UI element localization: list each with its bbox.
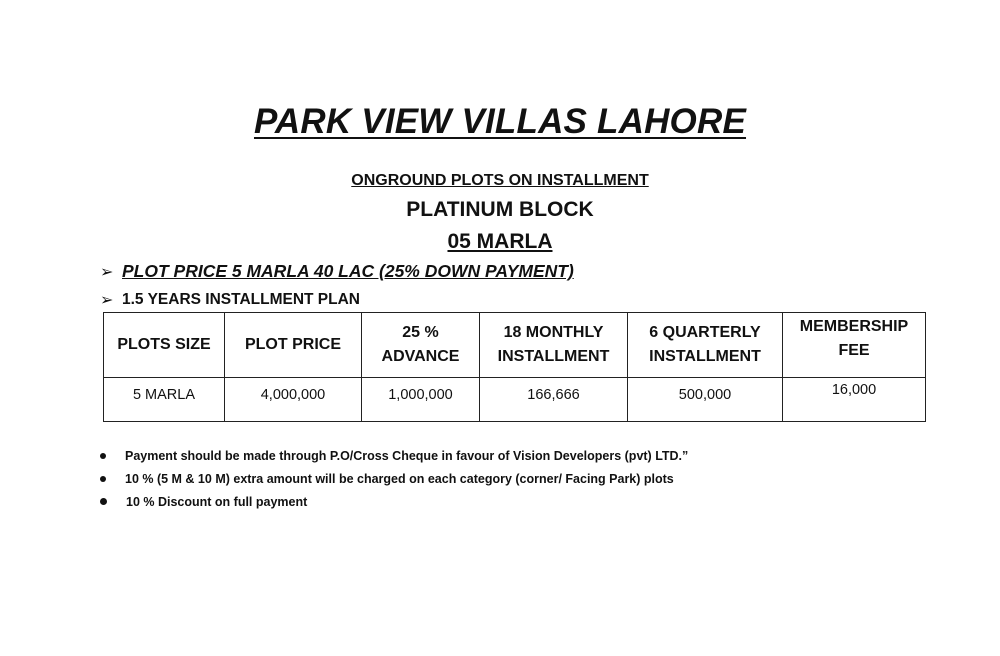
subtitle-plot-size: 05 MARLA	[447, 230, 553, 253]
bullet-dot-icon	[100, 476, 106, 482]
list-item	[97, 490, 688, 513]
plan-line	[100, 290, 360, 310]
price-line	[100, 261, 574, 282]
header-membership-fee: MEMBERSHIP FEE	[783, 313, 926, 378]
subtitle-block: PLATINUM BLOCK	[406, 198, 594, 221]
list-item	[97, 467, 688, 490]
cell-quarterly-installment: 500,000	[628, 378, 783, 422]
cell-advance: 1,000,000	[362, 378, 480, 422]
page-title: PARK VIEW VILLAS LAHORE	[253, 102, 747, 141]
price-line-text: PLOT PRICE 5 MARLA 40 LAC (25% DOWN PAYMENT)	[122, 261, 574, 281]
plan-line-text: 1.5 YEARS INSTALLMENT PLAN	[122, 291, 360, 308]
list-item	[97, 444, 688, 467]
header-quarterly-installment: 6 QUARTERLY INSTALLMENT	[628, 313, 783, 378]
cell-plots-size: 5 MARLA	[104, 378, 225, 422]
note-text: 10 % (5 M & 10 M) extra amount will be charged on each category (corner/ Facing Park) plots	[125, 471, 674, 486]
header-plot-price: PLOT PRICE	[225, 313, 362, 378]
cell-monthly-installment: 166,666	[480, 378, 628, 422]
table-row	[104, 378, 926, 422]
cell-plot-price: 4,000,000	[225, 378, 362, 422]
bullet-dot-icon	[100, 498, 107, 505]
arrow-bullet-icon: ➢	[100, 292, 114, 309]
note-text: Payment should be made through P.O/Cross Cheque in favour of Vision Developers (pvt) LTD.”	[125, 448, 689, 463]
header-monthly-installment: 18 MONTHLY INSTALLMENT	[480, 313, 628, 378]
arrow-bullet-icon: ➢	[100, 263, 114, 281]
subtitle-onground-plots: ONGROUND PLOTS ON INSTALLMENT	[351, 172, 649, 189]
header-plots-size: PLOTS SIZE	[104, 313, 225, 378]
header-advance: 25 % ADVANCE	[362, 313, 480, 378]
note-text: 10 % Discount on full payment	[126, 494, 308, 509]
cell-membership-fee: 16,000	[783, 378, 926, 422]
table-header-row	[104, 313, 926, 378]
bullet-dot-icon	[100, 453, 106, 459]
installment-table	[103, 312, 926, 422]
notes-list	[97, 444, 688, 513]
